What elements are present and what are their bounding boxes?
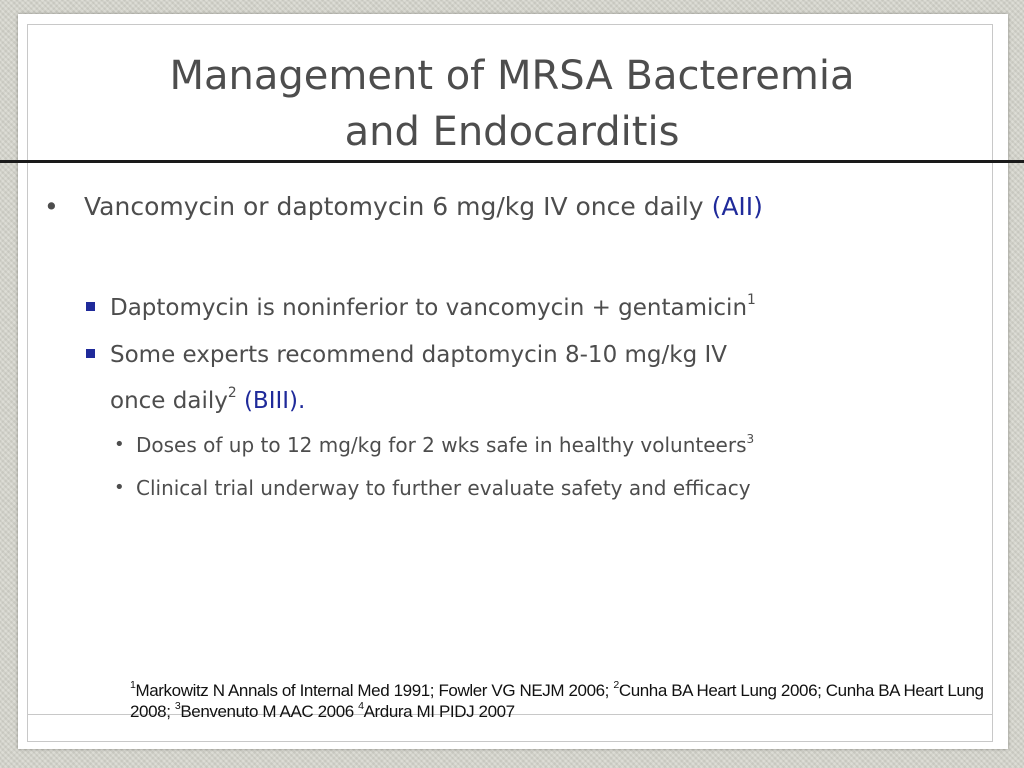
reference-text: Cunha BA Heart Lung 2006; Cunha BA Heart Lung 2008; bbox=[130, 681, 984, 721]
citation-marker: 2 bbox=[227, 385, 237, 402]
bullet-dot-icon: • bbox=[44, 192, 59, 221]
sub-bullet-experts-line-2 bbox=[110, 386, 305, 416]
reference-text: Markowitz N Annals of Internal Med 1991; Fowler VG NEJM 2006; bbox=[135, 681, 614, 700]
bullet-dot-icon: • bbox=[114, 434, 125, 455]
sub-sub-bullet-doses bbox=[136, 431, 754, 459]
sub-sub-bullet-text: Doses of up to 12 mg/kg for 2 wks safe in healthy volunteers bbox=[136, 433, 747, 457]
sub-bullet-experts-line-1 bbox=[110, 340, 727, 370]
square-bullet-icon bbox=[86, 302, 95, 311]
reference-text: Ardura MI PIDJ 2007 bbox=[363, 702, 515, 721]
citation-marker: 2 bbox=[613, 679, 619, 692]
bullet-text: Vancomycin or daptomycin 6 mg/kg IV once daily bbox=[84, 192, 704, 221]
title-line-2: and Endocarditis bbox=[344, 109, 680, 155]
slide-title bbox=[30, 48, 994, 160]
sub-bullet-text: Daptomycin is noninferior to vancomycin + gentamicin bbox=[110, 295, 748, 321]
evidence-grade: (BIII). bbox=[243, 388, 306, 414]
references bbox=[130, 680, 992, 722]
square-bullet-icon bbox=[86, 349, 95, 358]
bullet-dot-icon: • bbox=[114, 477, 125, 498]
evidence-grade: (AII) bbox=[711, 192, 763, 221]
title-line-1: Management of MRSA Bacteremia bbox=[169, 53, 855, 99]
citation-marker: 1 bbox=[747, 292, 756, 309]
sub-sub-bullet-text: Clinical trial underway to further evaluate safety and efficacy bbox=[136, 476, 751, 500]
reference-text: Benvenuto M AAC 2006 bbox=[180, 702, 359, 721]
title-divider bbox=[0, 160, 1024, 163]
sub-bullet-text: Some experts recommend daptomycin 8-10 mg/kg IV bbox=[110, 342, 728, 368]
sub-bullet-text: once daily bbox=[110, 388, 228, 414]
bullet-vancomycin bbox=[84, 190, 763, 224]
sub-sub-bullet-trial bbox=[136, 474, 751, 502]
citation-marker: 3 bbox=[174, 700, 181, 713]
citation-marker: 4 bbox=[358, 700, 364, 713]
sub-bullet-daptomycin-noninferior bbox=[110, 293, 756, 323]
citation-marker: 3 bbox=[746, 431, 755, 446]
citation-marker: 1 bbox=[130, 679, 136, 692]
